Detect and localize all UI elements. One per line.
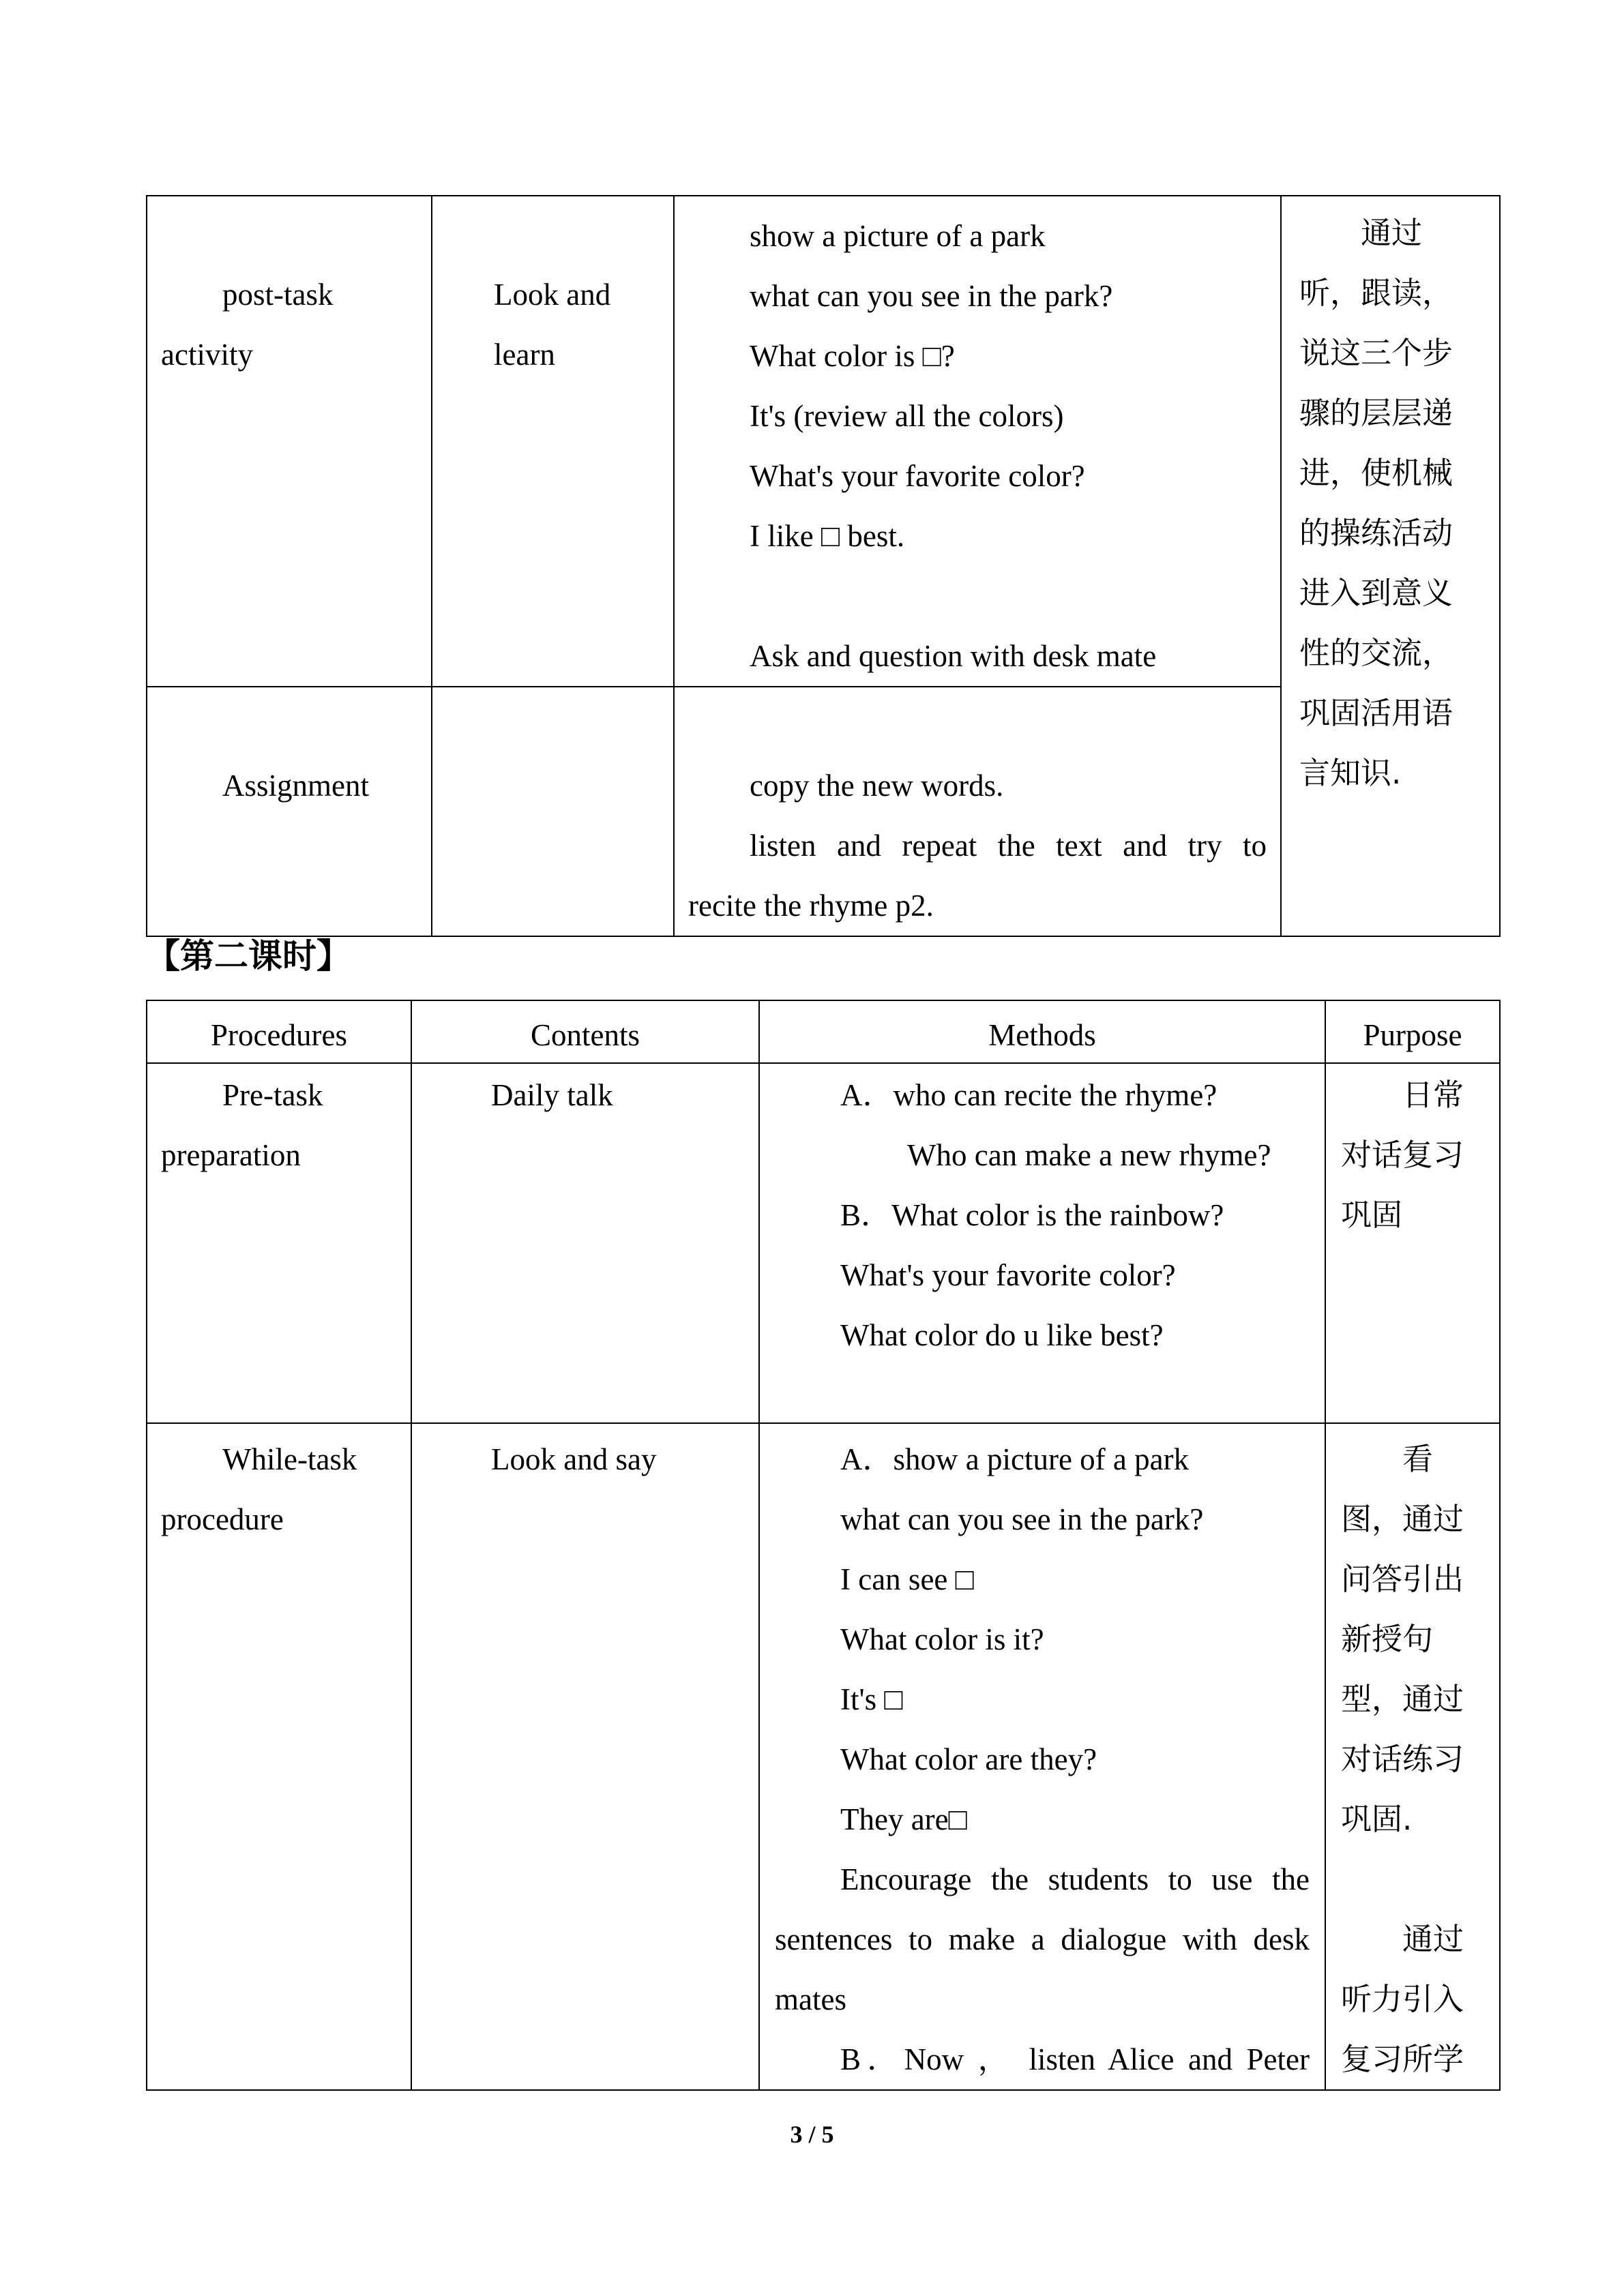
method-line: It's □ <box>840 1682 903 1716</box>
purpose-line: 看 <box>1402 1441 1434 1477</box>
lesson-table-second-period <box>146 1000 1501 2091</box>
methods-cell <box>759 1423 1325 2090</box>
header-procedures: Procedures <box>147 1000 411 1063</box>
procedure-cell <box>147 196 432 687</box>
purpose-line: 新授句 <box>1341 1621 1434 1657</box>
procedure-text: procedure <box>161 1502 284 1536</box>
method-line: show a picture of a park <box>750 219 1046 253</box>
purpose-line-blank <box>1341 1849 1488 1909</box>
content-cell <box>411 1063 759 1423</box>
purpose-line: 骤的层层递 <box>1299 395 1453 431</box>
content-text: Look and learn <box>494 278 611 372</box>
header-purpose: Purpose <box>1325 1000 1500 1063</box>
content-cell <box>432 687 674 936</box>
method-line: listen and repeat the text and try to <box>750 829 1267 863</box>
procedure-cell <box>147 687 432 936</box>
purpose-line: 听力引入 <box>1341 1981 1464 2017</box>
content-text: Daily talk <box>491 1078 613 1112</box>
method-line: I like □ best. <box>750 519 905 553</box>
purpose-cell <box>1325 1423 1500 2090</box>
method-line: A．show a picture of a park <box>840 1442 1190 1476</box>
method-line: What's your favorite color? <box>750 459 1085 493</box>
purpose-line: 问答引出 <box>1341 1561 1464 1597</box>
method-line: They are□ <box>840 1802 967 1836</box>
method-line: Ask and question with desk mate <box>750 639 1157 673</box>
method-line: Who can make a new rhyme? <box>907 1138 1271 1172</box>
content-text: Look and say <box>491 1442 657 1476</box>
procedure-cell <box>147 1423 411 2090</box>
procedure-text: post-task activity <box>161 278 334 372</box>
content-cell <box>411 1423 759 2090</box>
method-line: what can you see in the park? <box>750 279 1113 313</box>
method-line: A．who can recite the rhyme? <box>840 1078 1217 1112</box>
method-line: recite the rhyme p2. <box>688 889 934 923</box>
purpose-line: 巩固 <box>1341 1197 1403 1233</box>
purpose-line: 日常 <box>1402 1077 1464 1113</box>
methods-cell <box>759 1063 1325 1423</box>
purpose-line: 进入到意义 <box>1299 575 1453 611</box>
purpose-line: 型，通过 <box>1341 1681 1464 1717</box>
procedure-text: Assignment <box>222 769 370 803</box>
purpose-line: 复习所学 <box>1341 2041 1464 2077</box>
purpose-cell <box>1281 196 1500 936</box>
method-line: What color are they? <box>840 1742 1097 1776</box>
purpose-line: 通过 <box>1361 215 1423 251</box>
method-line: I can see □ <box>840 1562 974 1596</box>
method-line: What color is it? <box>840 1622 1044 1656</box>
method-line: It's (review all the colors) <box>750 399 1064 433</box>
procedure-text: While-task <box>222 1442 357 1476</box>
methods-cell <box>674 196 1281 687</box>
purpose-line: 听，跟读， <box>1299 275 1453 311</box>
method-line: sentences to make a dialogue with desk <box>775 1922 1310 1956</box>
purpose-line: 性的交流， <box>1299 635 1453 671</box>
method-line: What's your favorite color? <box>840 1258 1176 1292</box>
purpose-line: 对话复习 <box>1341 1137 1464 1173</box>
purpose-line: 言知识. <box>1299 755 1402 791</box>
header-contents: Contents <box>411 1000 759 1063</box>
purpose-line: 说这三个步 <box>1299 335 1453 371</box>
purpose-line: 对话练习 <box>1341 1741 1464 1777</box>
method-line-blank <box>750 566 1267 626</box>
lesson-table-continued <box>146 195 1501 937</box>
purpose-line: 的操练活动 <box>1299 515 1453 551</box>
method-line: what can you see in the park? <box>840 1502 1204 1536</box>
section-title: 【第二课时】 <box>146 936 351 976</box>
purpose-line: 巩固. <box>1341 1801 1413 1837</box>
method-line: mates <box>775 1982 846 2016</box>
methods-cell <box>674 687 1281 936</box>
purpose-line: 图，通过 <box>1341 1501 1464 1537</box>
purpose-line: 巩固活用语 <box>1299 695 1453 731</box>
method-line: Encourage the students to use the <box>840 1862 1310 1896</box>
purpose-cell <box>1325 1063 1500 1423</box>
procedure-text: Pre-task <box>222 1078 323 1112</box>
purpose-line: 通过 <box>1402 1921 1464 1957</box>
purpose-line: 进，使机械 <box>1299 455 1453 491</box>
method-line: copy the new words. <box>750 769 1004 803</box>
page-number: 3 / 5 <box>790 2121 834 2148</box>
method-line: B．Now ， listen Alice and Peter <box>840 2042 1310 2076</box>
method-line: What color is □? <box>750 339 955 373</box>
procedure-text: preparation <box>161 1138 301 1172</box>
method-line: B．What color is the rainbow? <box>840 1198 1224 1232</box>
procedure-cell <box>147 1063 411 1423</box>
content-cell <box>432 196 674 687</box>
method-line: What color do u like best? <box>840 1318 1164 1352</box>
header-methods: Methods <box>759 1000 1325 1063</box>
